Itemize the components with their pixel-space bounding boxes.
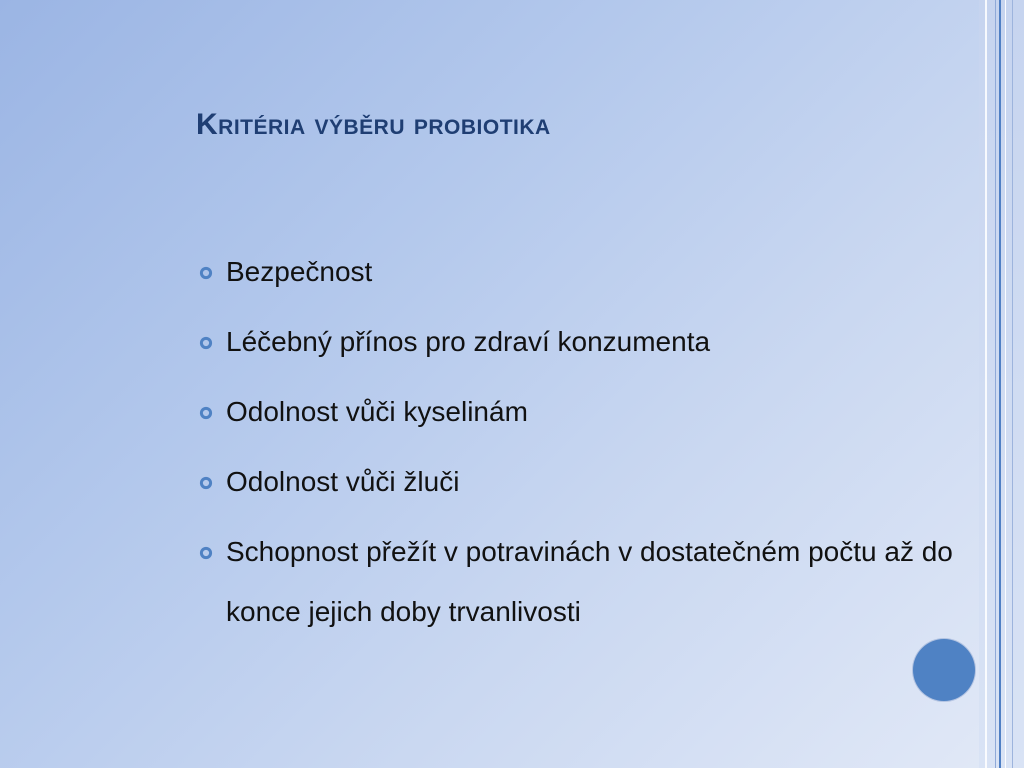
bullet-item (196, 452, 956, 512)
ring-bullet-icon (199, 336, 213, 350)
decorative-line (999, 0, 1001, 768)
bullet-list (196, 242, 956, 642)
slide-title: Kritéria výběru probiotika (196, 108, 551, 141)
ring-bullet-icon (199, 266, 213, 280)
bullet-text: Odolnost vůči kyselinám (226, 396, 528, 427)
ring-bullet-icon (199, 406, 213, 420)
bullet-item (196, 522, 956, 642)
ring-bullet-icon (199, 546, 213, 560)
bullet-item (196, 242, 956, 302)
bullet-text: Bezpečnost (226, 256, 373, 287)
decorative-line (1005, 0, 1006, 768)
decorative-line (995, 0, 996, 768)
bullet-item (196, 312, 956, 372)
ring-bullet-icon (199, 476, 213, 490)
bullet-text: Schopnost přežít v potravinách v dostatečném počtu až do konce jejich doby trvanlivosti (226, 536, 953, 627)
decorative-line (1012, 0, 1013, 768)
blue-circle-decoration (913, 639, 975, 701)
decorative-line (985, 0, 987, 768)
bullet-text: Odolnost vůči žluči (226, 466, 460, 497)
bullet-text: Léčebný přínos pro zdraví konzumenta (226, 326, 711, 357)
bullet-item (196, 382, 956, 442)
